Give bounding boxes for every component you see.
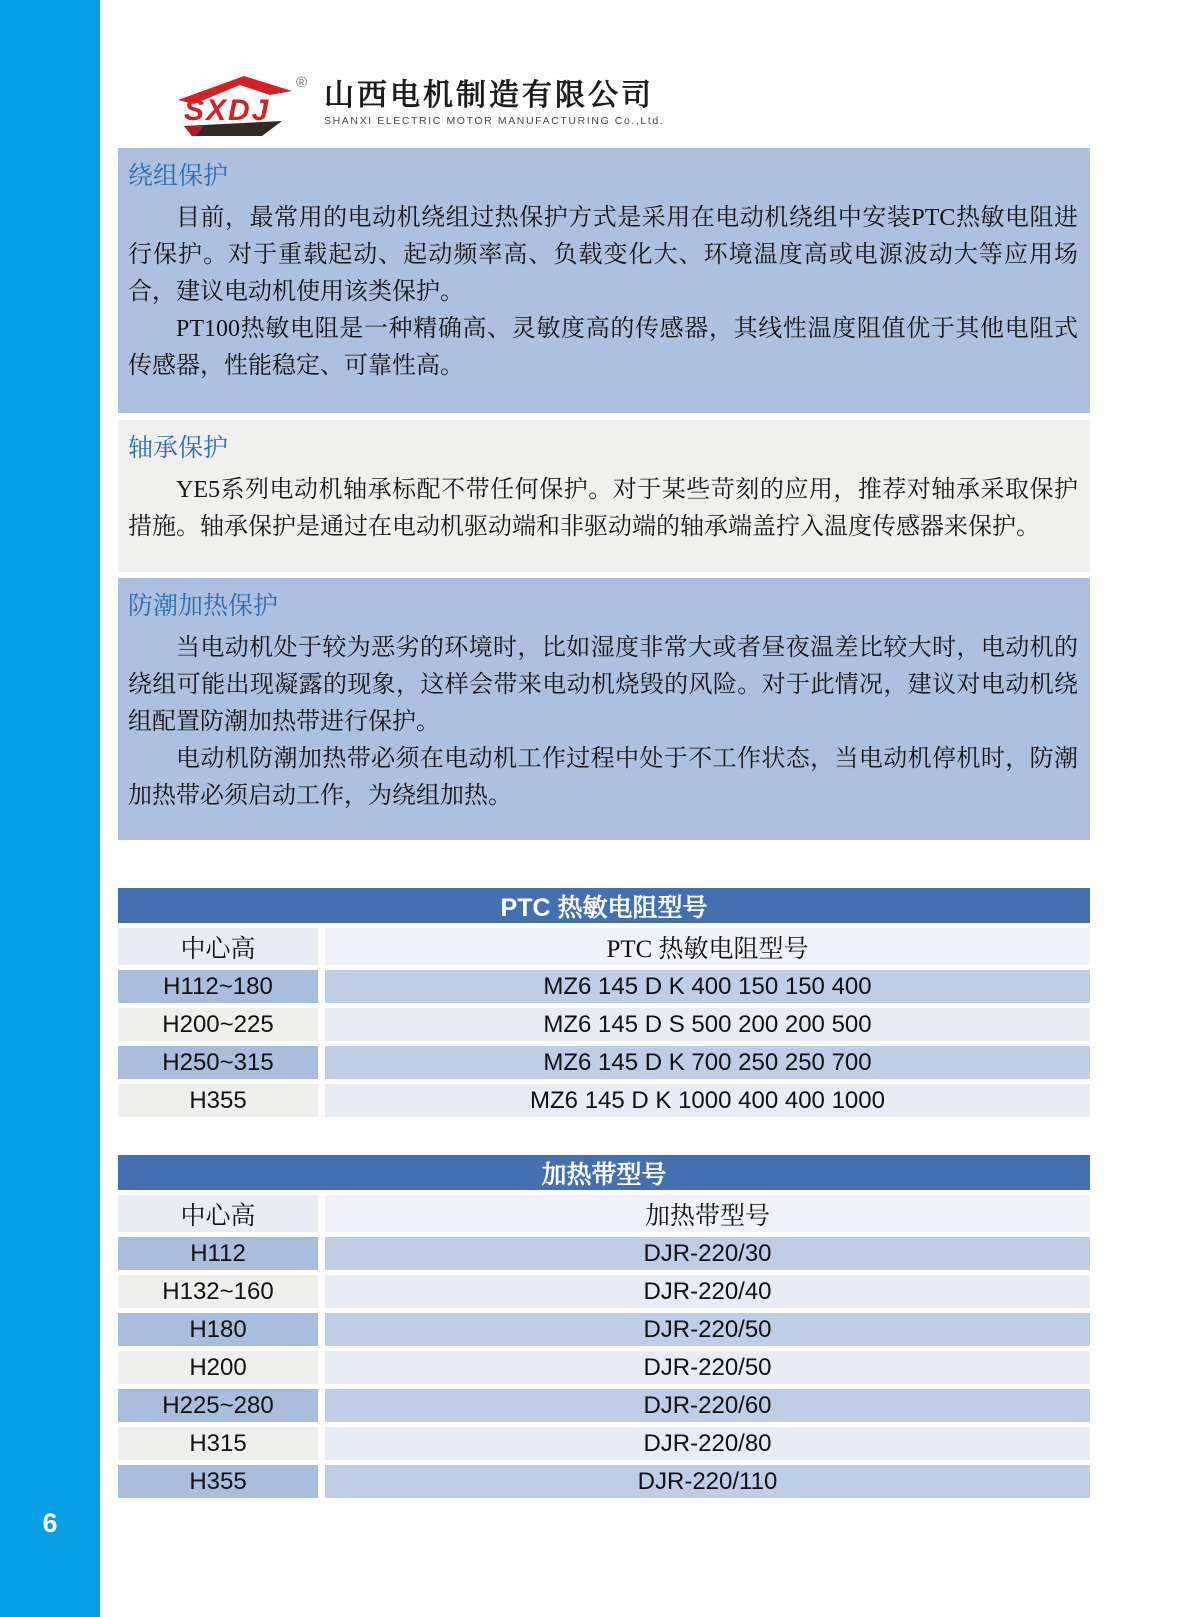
company-name-cn: 山西电机制造有限公司: [324, 79, 654, 112]
company-name-en: SHANXI ELECTRIC MOTOR MANUFACTURING Co.,Ltd.: [324, 115, 665, 127]
table-cell: MZ6 145 D K 700 250 250 700: [325, 1046, 1090, 1079]
column-header: PTC 热敏电阻型号: [325, 928, 1090, 965]
table-title: PTC 热敏电阻型号: [118, 888, 1090, 923]
table-cell: H112~180: [118, 970, 318, 1003]
table-cell: H180: [118, 1313, 318, 1346]
registered-trademark-icon: ®: [296, 74, 308, 91]
sxdj-logo-icon: [176, 74, 294, 138]
table-cell: H200: [118, 1351, 318, 1384]
heating-belt-table: [118, 1155, 1090, 1498]
table-cell: H315: [118, 1427, 318, 1460]
company-logo: [176, 74, 664, 138]
table-cell: MZ6 145 D K 400 150 150 400: [325, 970, 1090, 1003]
brand-sidebar: [0, 0, 100, 1617]
table-cell: DJR-220/110: [325, 1465, 1090, 1498]
section-heating-protection: [118, 578, 1090, 840]
table-cell: H355: [118, 1084, 318, 1117]
table-cell: H112: [118, 1237, 318, 1270]
column-header: 加热带型号: [325, 1195, 1090, 1232]
column-header: 中心高: [118, 1195, 318, 1232]
section-winding-protection: [118, 148, 1090, 413]
table-cell: H225~280: [118, 1389, 318, 1422]
table-cell: H200~225: [118, 1008, 318, 1041]
section-bearing-protection: [118, 420, 1090, 572]
company-name-block: [324, 74, 664, 127]
table-cell: MZ6 145 D K 1000 400 400 1000: [325, 1084, 1090, 1117]
table-cell: DJR-220/60: [325, 1389, 1090, 1422]
section-title: 轴承保护: [128, 435, 229, 462]
section-title: 防潮加热保护: [128, 593, 279, 620]
table-cell: DJR-220/50: [325, 1351, 1090, 1384]
table-cell: DJR-220/30: [325, 1237, 1090, 1270]
page-number: 6: [42, 1508, 58, 1538]
table-cell: DJR-220/50: [325, 1313, 1090, 1346]
table-cell: H132~160: [118, 1275, 318, 1308]
table-cell: DJR-220/40: [325, 1275, 1090, 1308]
paragraph: 当电动机处于较为恶劣的环境时，比如湿度非常大或者昼夜温差比较大时，电动机的绕组可能出现凝露的现象，这样会带来电动机烧毁的风险。对于此情况，建议对电动机绕组配置防潮加热带进行保护。: [128, 635, 1078, 735]
table-title: 加热带型号: [118, 1155, 1090, 1190]
paragraph: 目前，最常用的电动机绕组过热保护方式是采用在电动机绕组中安装PTC热敏电阻进行保护。对于重载起动、起动频率高、负载变化大、环境温度高或电源波动大等应用场合，建议电动机使用该类保护。: [128, 205, 1078, 305]
column-header: 中心高: [118, 928, 318, 965]
table-cell: H250~315: [118, 1046, 318, 1079]
ptc-thermistor-table: [118, 888, 1090, 1117]
svg-text:SXDJ: SXDJ: [184, 94, 271, 127]
table-cell: MZ6 145 D S 500 200 200 500: [325, 1008, 1090, 1041]
table-cell: H355: [118, 1465, 318, 1498]
paragraph: YE5系列电动机轴承标配不带任何保护。对于某些苛刻的应用，推荐对轴承采取保护措施。轴承保护是通过在电动机驱动端和非驱动端的轴承端盖拧入温度传感器来保护。: [128, 477, 1078, 540]
paragraph: 电动机防潮加热带必须在电动机工作过程中处于不工作状态，当电动机停机时，防潮加热带必须启动工作，为绕组加热。: [128, 746, 1078, 809]
paragraph: PT100热敏电阻是一种精确高、灵敏度高的传感器，其线性温度阻值优于其他电阻式传感器，性能稳定、可靠性高。: [128, 316, 1078, 379]
table-cell: DJR-220/80: [325, 1427, 1090, 1460]
section-title: 绕组保护: [128, 163, 229, 190]
